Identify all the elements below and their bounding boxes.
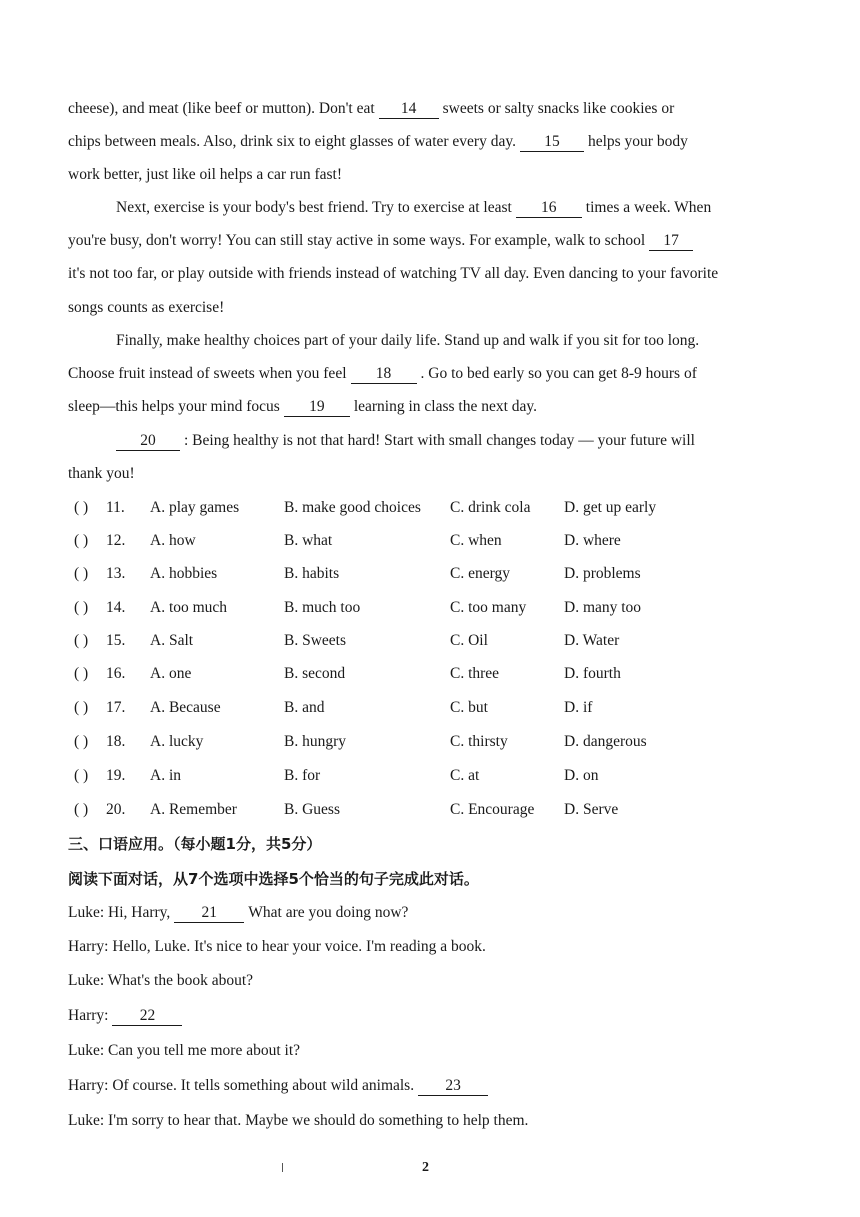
option-d[interactable]: D. Water bbox=[564, 632, 620, 649]
blank-15: 15 bbox=[520, 133, 584, 152]
question-row bbox=[68, 497, 768, 519]
answer-bracket[interactable]: ( ) bbox=[74, 767, 89, 784]
blank-14: 14 bbox=[379, 100, 439, 119]
question-number: 11. bbox=[106, 499, 125, 516]
blank-19: 19 bbox=[284, 398, 350, 417]
question-number: 20. bbox=[106, 801, 126, 818]
passage-line: 20 : Being healthy is not that hard! Start with small changes today — your future will bbox=[116, 430, 768, 452]
blank-21: 21 bbox=[174, 904, 244, 923]
passage-line: songs counts as exercise! bbox=[68, 299, 225, 316]
option-b[interactable]: B. Guess bbox=[284, 801, 340, 818]
option-a[interactable]: A. in bbox=[150, 767, 181, 784]
option-c[interactable]: C. too many bbox=[450, 599, 527, 616]
question-number: 13. bbox=[106, 565, 126, 582]
option-b[interactable]: B. and bbox=[284, 699, 325, 716]
option-c[interactable]: C. when bbox=[450, 532, 502, 549]
question-number: 14. bbox=[106, 599, 126, 616]
option-a[interactable]: A. Because bbox=[150, 699, 221, 716]
option-b[interactable]: B. Sweets bbox=[284, 632, 346, 649]
answer-bracket[interactable]: ( ) bbox=[74, 632, 89, 649]
answer-bracket[interactable]: ( ) bbox=[74, 801, 89, 818]
question-number: 15. bbox=[106, 632, 126, 649]
question-row bbox=[68, 530, 768, 552]
question-row bbox=[68, 731, 768, 753]
blank-16: 16 bbox=[516, 199, 582, 218]
answer-bracket[interactable]: ( ) bbox=[74, 532, 89, 549]
option-d[interactable]: D. fourth bbox=[564, 665, 621, 682]
option-c[interactable]: C. thirsty bbox=[450, 733, 508, 750]
blank-20: 20 bbox=[116, 432, 180, 451]
option-c[interactable]: C. Encourage bbox=[450, 801, 535, 818]
question-row bbox=[68, 663, 768, 685]
option-a[interactable]: A. Remember bbox=[150, 801, 237, 818]
passage-line: thank you! bbox=[68, 465, 135, 482]
option-a[interactable]: A. Salt bbox=[150, 632, 194, 649]
passage-line: work better, just like oil helps a car run fast! bbox=[68, 166, 342, 183]
option-c[interactable]: C. at bbox=[450, 767, 480, 784]
option-c[interactable]: C. energy bbox=[450, 565, 510, 582]
blank-22: 22 bbox=[112, 1007, 182, 1026]
answer-bracket[interactable]: ( ) bbox=[74, 733, 89, 750]
option-d[interactable]: D. many too bbox=[564, 599, 642, 616]
passage-line: Choose fruit instead of sweets when you feel 18 . Go to bed early so you can get 8-9 hours of bbox=[68, 365, 697, 382]
option-c[interactable]: C. but bbox=[450, 699, 488, 716]
option-d[interactable]: D. Serve bbox=[564, 801, 619, 818]
option-a[interactable]: A. one bbox=[150, 665, 192, 682]
answer-bracket[interactable]: ( ) bbox=[74, 565, 89, 582]
option-d[interactable]: D. on bbox=[564, 767, 599, 784]
question-number: 16. bbox=[106, 665, 126, 682]
dialogue-line: Luke: Hi, Harry, 21 What are you doing now? bbox=[68, 904, 409, 921]
passage-line: chips between meals. Also, drink six to eight glasses of water every day. 15 helps your body bbox=[68, 133, 688, 150]
question-row bbox=[68, 765, 768, 787]
option-d[interactable]: D. where bbox=[564, 532, 621, 549]
passage-line: Finally, make healthy choices part of your daily life. Stand up and walk if you sit for too long. bbox=[116, 332, 700, 349]
option-a[interactable]: A. hobbies bbox=[150, 565, 218, 582]
option-b[interactable]: B. habits bbox=[284, 565, 340, 582]
passage-line: it's not too far, or play outside with friends instead of watching TV all day. Even dancing to your favorite bbox=[68, 265, 719, 282]
passage-line: cheese), and meat (like beef or mutton). Don't eat 14 sweets or salty snacks like cookies or bbox=[68, 100, 675, 117]
scan-mark bbox=[282, 1163, 283, 1172]
passage-line: sleep—this helps your mind focus 19 learning in class the next day. bbox=[68, 398, 538, 415]
question-number: 12. bbox=[106, 532, 126, 549]
question-row bbox=[68, 630, 768, 652]
question-number: 19. bbox=[106, 767, 126, 784]
dialogue-line: Luke: What's the book about? bbox=[68, 972, 254, 989]
question-row bbox=[68, 563, 768, 585]
option-b[interactable]: B. much too bbox=[284, 599, 361, 616]
option-a[interactable]: A. too much bbox=[150, 599, 228, 616]
option-b[interactable]: B. for bbox=[284, 767, 321, 784]
dialogue-line: Luke: Can you tell me more about it? bbox=[68, 1042, 301, 1059]
option-c[interactable]: C. Oil bbox=[450, 632, 488, 649]
option-d[interactable]: D. problems bbox=[564, 565, 641, 582]
page-number: 2 bbox=[422, 1160, 429, 1175]
answer-bracket[interactable]: ( ) bbox=[74, 499, 89, 516]
option-d[interactable]: D. if bbox=[564, 699, 593, 716]
passage-line: Next, exercise is your body's best friend. Try to exercise at least 16 times a week. When bbox=[116, 199, 712, 216]
question-row bbox=[68, 697, 768, 719]
option-b[interactable]: B. second bbox=[284, 665, 346, 682]
question-row bbox=[68, 597, 768, 619]
dialogue-line: Harry: Of course. It tells something about wild animals. 23 bbox=[68, 1075, 768, 1097]
option-a[interactable]: A. how bbox=[150, 532, 196, 549]
dialogue-line: Harry: Hello, Luke. It's nice to hear your voice. I'm reading a book. bbox=[68, 938, 486, 955]
option-b[interactable]: B. hungry bbox=[284, 733, 346, 750]
passage-line: you're busy, don't worry! You can still stay active in some ways. For example, walk to school 17 bbox=[68, 230, 768, 252]
option-d[interactable]: D. dangerous bbox=[564, 733, 647, 750]
option-c[interactable]: C. drink cola bbox=[450, 499, 531, 516]
section-heading: 三、口语应用。（每小题1分，共5分） bbox=[68, 835, 322, 853]
dialogue-line: Harry: 22 bbox=[68, 1005, 768, 1027]
section-instruction: 阅读下面对话，从7个选项中选择5个恰当的句子完成此对话。 bbox=[68, 870, 479, 888]
blank-18: 18 bbox=[351, 365, 417, 384]
option-b[interactable]: B. make good choices bbox=[284, 499, 421, 516]
answer-bracket[interactable]: ( ) bbox=[74, 665, 89, 682]
question-number: 18. bbox=[106, 733, 126, 750]
option-a[interactable]: A. lucky bbox=[150, 733, 204, 750]
question-number: 17. bbox=[106, 699, 126, 716]
option-d[interactable]: D. get up early bbox=[564, 499, 657, 516]
blank-23: 23 bbox=[418, 1077, 488, 1096]
answer-bracket[interactable]: ( ) bbox=[74, 599, 89, 616]
dialogue-line: Luke: I'm sorry to hear that. Maybe we should do something to help them. bbox=[68, 1112, 529, 1129]
option-b[interactable]: B. what bbox=[284, 532, 333, 549]
option-c[interactable]: C. three bbox=[450, 665, 500, 682]
answer-bracket[interactable]: ( ) bbox=[74, 699, 89, 716]
option-a[interactable]: A. play games bbox=[150, 499, 240, 516]
question-row bbox=[68, 799, 768, 821]
blank-17: 17 bbox=[649, 232, 693, 251]
